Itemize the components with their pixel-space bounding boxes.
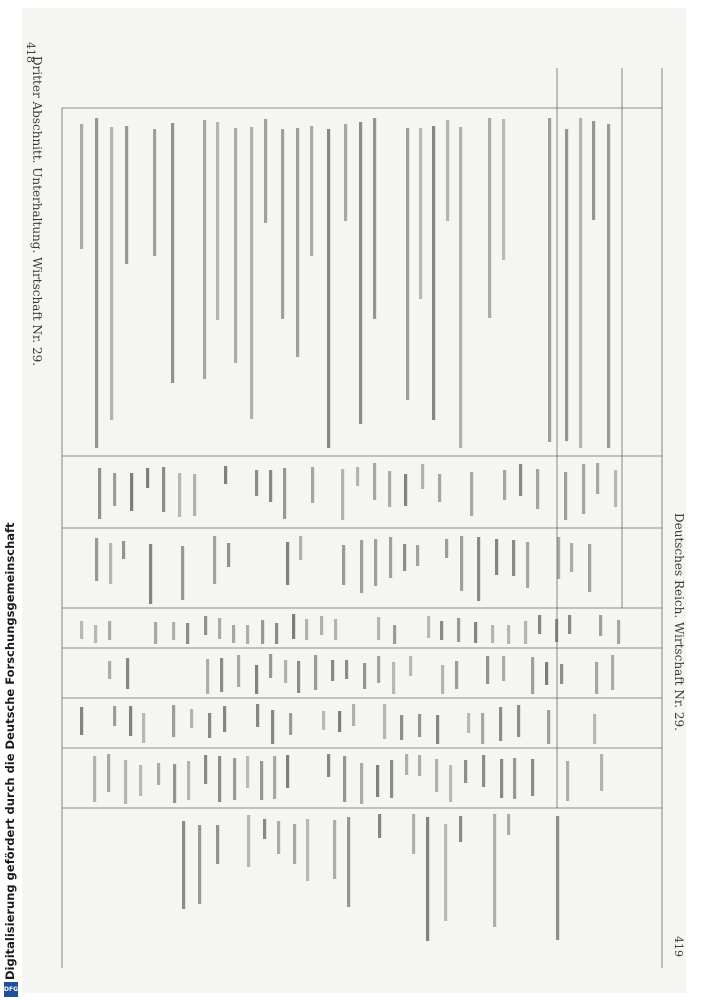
ink-line bbox=[373, 118, 376, 319]
ink-line bbox=[305, 619, 308, 640]
ink-line bbox=[182, 821, 185, 909]
ink-line bbox=[377, 617, 380, 640]
ink-line bbox=[269, 654, 272, 678]
ink-line bbox=[512, 540, 515, 576]
ink-line bbox=[457, 618, 460, 642]
ink-line bbox=[438, 474, 441, 502]
ink-line bbox=[547, 710, 550, 744]
ink-line bbox=[299, 536, 302, 560]
ink-line bbox=[218, 756, 221, 802]
ink-line bbox=[93, 756, 96, 802]
ink-line bbox=[352, 704, 355, 726]
ink-line bbox=[464, 760, 467, 783]
ink-line bbox=[342, 545, 345, 585]
ink-line bbox=[130, 473, 133, 511]
ink-line bbox=[283, 468, 286, 519]
ink-line bbox=[579, 118, 582, 448]
ink-line bbox=[204, 755, 207, 784]
ink-line bbox=[488, 118, 491, 318]
ink-line bbox=[296, 128, 299, 357]
ink-line bbox=[482, 755, 485, 787]
ink-line bbox=[142, 713, 145, 743]
ink-line bbox=[436, 715, 439, 744]
ink-line bbox=[460, 536, 463, 591]
ink-line bbox=[256, 704, 259, 727]
ink-line bbox=[356, 467, 359, 486]
page-number-left: 418 bbox=[24, 42, 37, 63]
ink-line bbox=[233, 758, 236, 800]
ink-line bbox=[459, 816, 462, 842]
ink-line bbox=[611, 655, 614, 690]
ink-line bbox=[109, 543, 112, 584]
ink-line bbox=[292, 614, 295, 639]
ink-line bbox=[126, 658, 129, 689]
ink-line bbox=[545, 662, 548, 685]
ink-line bbox=[186, 623, 189, 644]
ink-line bbox=[95, 538, 98, 581]
ink-line bbox=[360, 540, 363, 593]
ink-line bbox=[327, 754, 330, 777]
ink-line bbox=[421, 464, 424, 489]
ink-line bbox=[409, 656, 412, 676]
ink-line bbox=[570, 543, 573, 572]
ink-line bbox=[524, 621, 527, 644]
ink-line bbox=[389, 537, 392, 578]
ink-line bbox=[224, 466, 227, 484]
ink-line bbox=[125, 126, 128, 264]
ink-line bbox=[600, 754, 603, 791]
ink-line bbox=[383, 704, 386, 739]
dfg-logo: DFG bbox=[4, 982, 18, 997]
ink-line bbox=[311, 467, 314, 503]
ink-line bbox=[360, 763, 363, 804]
ink-line bbox=[306, 819, 309, 881]
ink-line bbox=[491, 625, 494, 643]
ink-line bbox=[582, 464, 585, 514]
ink-line bbox=[614, 470, 617, 507]
ink-line bbox=[345, 660, 348, 679]
ink-line bbox=[181, 546, 184, 600]
ink-line bbox=[363, 663, 366, 689]
ink-line bbox=[246, 625, 249, 644]
ink-line bbox=[218, 618, 221, 639]
ink-line bbox=[178, 473, 181, 517]
ink-line bbox=[129, 706, 132, 736]
ink-line bbox=[592, 121, 595, 220]
ink-line bbox=[513, 758, 516, 799]
ink-line bbox=[220, 658, 223, 692]
ink-line bbox=[427, 616, 430, 638]
ink-line bbox=[435, 759, 438, 792]
ink-line bbox=[388, 471, 391, 507]
ink-line bbox=[455, 661, 458, 689]
ink-line bbox=[80, 124, 83, 249]
ink-line bbox=[444, 824, 447, 921]
ink-line bbox=[255, 665, 258, 694]
page-title-right: Deutsches Reich. Wirtschaft Nr. 29. bbox=[672, 513, 686, 731]
table-scan bbox=[22, 8, 686, 993]
ink-line bbox=[310, 126, 313, 256]
ink-line bbox=[377, 656, 380, 683]
ink-line bbox=[246, 756, 249, 788]
ink-line bbox=[232, 625, 235, 643]
ink-line bbox=[343, 756, 346, 802]
ink-line bbox=[499, 707, 502, 741]
ink-line bbox=[216, 825, 219, 864]
ink-line bbox=[108, 661, 111, 679]
ink-line bbox=[95, 118, 98, 448]
ink-line bbox=[474, 622, 477, 643]
ink-line bbox=[459, 127, 462, 448]
ink-line bbox=[376, 765, 379, 797]
ink-line bbox=[146, 468, 149, 488]
ink-line bbox=[531, 657, 534, 694]
ink-line bbox=[113, 706, 116, 726]
ink-line bbox=[286, 755, 289, 788]
ink-line bbox=[341, 469, 344, 520]
ink-line bbox=[273, 756, 276, 799]
ink-line bbox=[190, 709, 193, 728]
ink-line bbox=[171, 123, 174, 383]
ink-line bbox=[477, 537, 480, 601]
ink-line bbox=[449, 765, 452, 802]
ink-line bbox=[172, 622, 175, 640]
page-number-right: 419 bbox=[672, 936, 685, 957]
ink-line bbox=[260, 761, 263, 800]
ink-line bbox=[412, 814, 415, 854]
ink-line bbox=[234, 128, 237, 363]
ink-line bbox=[555, 619, 558, 642]
ink-line bbox=[216, 122, 219, 320]
ink-line bbox=[94, 625, 97, 643]
ink-line bbox=[538, 615, 541, 634]
page-title-left: Dritter Abschnitt. Unterhaltung. Wirtschaft Nr. 29. bbox=[30, 56, 44, 367]
ink-line bbox=[481, 713, 484, 744]
ink-line bbox=[519, 464, 522, 496]
side-credit-text: Digitalisierung gefördert durch die Deutsche Forschungsgemeinschaft bbox=[3, 522, 17, 980]
ink-line bbox=[556, 816, 559, 940]
ink-line bbox=[264, 119, 267, 223]
ink-line bbox=[331, 660, 334, 681]
ink-line bbox=[80, 707, 83, 735]
ink-line bbox=[269, 470, 272, 502]
ink-line bbox=[568, 615, 571, 634]
ink-line bbox=[531, 759, 534, 796]
ink-line bbox=[154, 622, 157, 644]
ink-line bbox=[320, 616, 323, 635]
ink-line bbox=[98, 468, 101, 519]
ink-line bbox=[374, 539, 377, 586]
ink-line bbox=[565, 129, 568, 441]
ink-line bbox=[493, 814, 496, 927]
ink-line bbox=[162, 467, 165, 512]
ink-line bbox=[113, 473, 116, 506]
ink-line bbox=[193, 474, 196, 516]
ink-line bbox=[373, 463, 376, 500]
ink-line bbox=[122, 541, 125, 559]
ink-line bbox=[153, 129, 156, 256]
ink-line bbox=[507, 814, 510, 835]
ink-line bbox=[255, 470, 258, 496]
ink-line bbox=[247, 815, 250, 867]
scanned-page bbox=[22, 8, 686, 993]
ink-line bbox=[124, 760, 127, 804]
ink-line bbox=[333, 820, 336, 879]
ink-line bbox=[400, 715, 403, 740]
ink-line bbox=[227, 543, 230, 567]
ink-line bbox=[286, 542, 289, 585]
ink-line bbox=[314, 655, 317, 690]
ink-line bbox=[297, 661, 300, 693]
ink-line bbox=[281, 129, 284, 319]
ink-line bbox=[564, 472, 567, 520]
ink-line bbox=[566, 761, 569, 801]
ink-line bbox=[500, 759, 503, 798]
ink-line bbox=[441, 665, 444, 694]
ink-line bbox=[419, 128, 422, 299]
ink-line bbox=[172, 705, 175, 737]
ink-line bbox=[271, 710, 274, 744]
ink-line bbox=[432, 126, 435, 420]
ink-line bbox=[596, 463, 599, 494]
ink-line bbox=[560, 664, 563, 684]
ink-line bbox=[557, 537, 560, 579]
ink-line bbox=[149, 544, 152, 604]
ink-line bbox=[139, 765, 142, 796]
ink-line bbox=[390, 760, 393, 798]
ink-line bbox=[198, 825, 201, 904]
ink-line bbox=[322, 711, 325, 730]
ink-line bbox=[107, 754, 110, 792]
ink-line bbox=[418, 714, 421, 737]
ink-line bbox=[110, 127, 113, 420]
ink-line bbox=[173, 764, 176, 803]
ink-line bbox=[446, 120, 449, 221]
ink-line bbox=[599, 615, 602, 636]
ink-line bbox=[617, 620, 620, 644]
ink-line bbox=[223, 706, 226, 732]
ink-line bbox=[467, 713, 470, 733]
ink-line bbox=[548, 118, 551, 442]
ink-line bbox=[338, 711, 341, 732]
ink-line bbox=[208, 713, 211, 738]
ink-line bbox=[406, 128, 409, 400]
ink-line bbox=[588, 544, 591, 592]
ink-line bbox=[526, 542, 529, 588]
ink-line bbox=[157, 763, 160, 785]
ink-line bbox=[507, 625, 510, 644]
ink-line bbox=[284, 660, 287, 683]
ink-line bbox=[392, 662, 395, 694]
ink-line bbox=[403, 544, 406, 571]
ink-line bbox=[250, 127, 253, 419]
ink-line bbox=[536, 469, 539, 509]
ink-line bbox=[289, 713, 292, 735]
ink-line bbox=[293, 824, 296, 864]
ink-line bbox=[426, 817, 429, 941]
ink-line bbox=[237, 655, 240, 687]
ink-line bbox=[445, 539, 448, 558]
ink-line bbox=[203, 120, 206, 379]
ink-line bbox=[213, 536, 216, 584]
ink-line bbox=[418, 755, 421, 776]
ink-line bbox=[347, 817, 350, 907]
ink-line bbox=[503, 470, 506, 500]
ink-line bbox=[416, 545, 419, 566]
ink-line bbox=[187, 761, 190, 800]
ink-line bbox=[263, 819, 266, 839]
ink-line bbox=[204, 616, 207, 635]
ink-line bbox=[359, 122, 362, 424]
ink-line bbox=[502, 119, 505, 260]
ink-line bbox=[470, 472, 473, 516]
ink-line bbox=[405, 754, 408, 775]
ink-line bbox=[277, 821, 280, 854]
ink-line bbox=[440, 621, 443, 640]
ink-line bbox=[404, 474, 407, 506]
ink-line bbox=[206, 659, 209, 694]
ink-line bbox=[334, 619, 337, 640]
ink-line bbox=[517, 705, 520, 737]
ink-line bbox=[378, 814, 381, 838]
ink-line bbox=[607, 124, 610, 448]
ink-line bbox=[595, 662, 598, 694]
ink-line bbox=[393, 625, 396, 644]
ink-line bbox=[495, 539, 498, 575]
ink-line bbox=[327, 129, 330, 448]
ink-line bbox=[502, 656, 505, 681]
ink-line bbox=[108, 621, 111, 640]
ink-line bbox=[344, 124, 347, 221]
ink-line bbox=[593, 714, 596, 744]
ink-line bbox=[275, 623, 278, 644]
ink-line bbox=[80, 621, 83, 639]
ink-line bbox=[261, 620, 264, 644]
ink-line bbox=[486, 656, 489, 684]
